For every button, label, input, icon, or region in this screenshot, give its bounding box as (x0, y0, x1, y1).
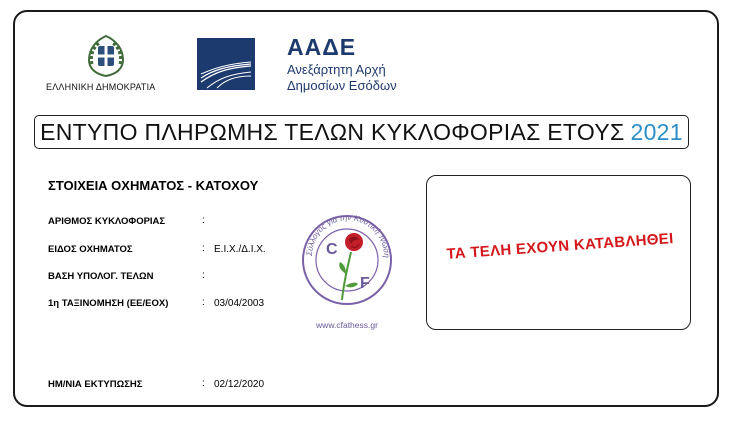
vehicle-section-title: ΣΤΟΙΧΕΙΑ ΟΧΗΜΑΤΟΣ - ΚΑΤΟΧΟΥ (48, 178, 259, 193)
watermark-letter-f: F (360, 275, 370, 292)
field-label-vehicle-type: ΕΙΔΟΣ ΟΧΗΜΑΤΟΣ (48, 244, 133, 255)
field-separator: : (202, 297, 205, 308)
agency-name: ΑΑΔΕ (287, 34, 357, 60)
watermark-letter-c: C (326, 241, 338, 258)
field-value-first-registration: 03/04/2003 (214, 298, 265, 309)
field-label-fee-basis: ΒΑΣΗ ΥΠΟΛΟΓ. ΤΕΛΩΝ (48, 271, 154, 282)
form-title (34, 115, 689, 149)
field-value-print-date: 02/12/2020 (214, 379, 265, 390)
field-value-vehicle-type: Ε.Ι.Χ./Δ.Ι.Χ. (214, 244, 266, 255)
form-title-text: ΕΝΤΥΠΟ ΠΛΗΡΩΜΗΣ ΤΕΛΩΝ ΚΥΚΛΟΦΟΡΙΑΣ ΕΤΟΥΣ (40, 118, 625, 145)
watermark-website: www.cfathess.gr (316, 320, 378, 330)
cf-association-watermark (296, 194, 398, 334)
form-title-year: 2021 (630, 118, 683, 145)
field-separator: : (202, 215, 205, 226)
field-label-plate: ΑΡΙΘΜΟΣ ΚΥΚΛΟΦΟΡΙΑΣ (48, 216, 166, 227)
field-separator: : (202, 270, 205, 281)
agency-subtitle-line1: Ανεξάρτητη Αρχή (287, 62, 386, 77)
greek-emblem-icon (83, 34, 129, 78)
field-separator: : (202, 378, 205, 389)
field-label-first-registration: 1η ΤΑΞΙΝΟΜΗΣΗ (ΕΕ/ΕΟΧ) (48, 298, 169, 309)
payment-status-stamp: ΤΑ ΤΕΛΗ ΕΧΟΥΝ ΚΑΤΑΒΛΗΘΕΙ (445, 230, 675, 263)
field-separator: : (202, 243, 205, 254)
state-caption: ΕΛΛΗΝΙΚΗ ΔΗΜΟΚΡΑΤΙΑ (46, 82, 156, 92)
agency-subtitle-line2: Δημοσίων Εσόδων (287, 78, 397, 93)
watermark-arc-text: Σύλλογος για την Κυστική Ίνωση (304, 212, 392, 258)
field-label-print-date: ΗΜ/ΝΙΑ ΕΚΤΥΠΩΣΗΣ (48, 379, 143, 390)
aade-logo-icon (197, 38, 255, 90)
